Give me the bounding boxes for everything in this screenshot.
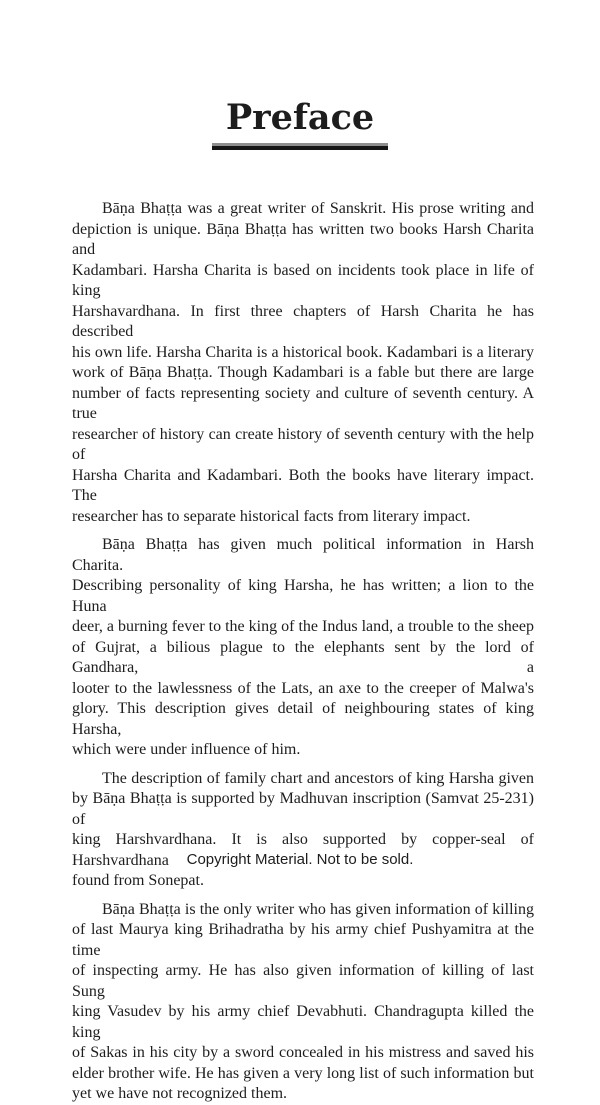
text-line: king Vasudev by his army chief Devabhuti. Chandragupta killed the king	[72, 1003, 534, 1041]
text-line: looter to the lawlessness of the Lats, an axe to the creeper of Malwa's	[72, 679, 534, 697]
copyright-notice: Copyright Material. Not to be sold.	[186, 851, 414, 868]
title-underline	[212, 143, 388, 150]
text-line: Describing personality of king Harsha, he has written; a lion to the Huna	[72, 577, 534, 615]
text-line: Kadambari. Harsha Charita is based on incidents took place in life of king	[72, 261, 534, 299]
text-line: his own life. Harsha Charita is a historical book. Kadambari is a literary	[72, 343, 534, 361]
text-line: Bāṇa Bhaṭṭa is the only writer who has given information of killing	[102, 900, 534, 918]
text-line: yet we have not recognized them.	[72, 1085, 288, 1102]
text-line: of Gujrat, a bilious plague to the elephants sent by the lord of Gandhara, a	[72, 638, 534, 676]
text-line: glory. This description gives detail of neighbouring states of king Harsha,	[72, 700, 534, 738]
text-line: of Sakas in his city by a sword concealed in his mistress and saved his	[72, 1044, 534, 1061]
text-line: Harshavardhana. In first three chapters of Harsh Charita he has described	[72, 302, 534, 340]
text-line: which were under influence of him.	[72, 741, 301, 758]
text-line: of last Maurya king Brihadratha by his army chief Pushyamitra at the time	[72, 921, 534, 959]
text-line: The description of family chart and ancestors of king Harsha given	[102, 769, 534, 787]
paragraph	[72, 900, 534, 1105]
text-line: found from Sonepat.	[72, 872, 204, 889]
text-line: by Bāṇa Bhaṭṭa is supported by Madhuvan inscription (Samvat 25-231) of	[72, 790, 534, 828]
preface-body	[72, 199, 534, 1105]
text-line: number of facts representing society and culture of seventh century. A true	[72, 384, 534, 422]
text-line: researcher has to separate historical facts from literary impact.	[72, 507, 471, 525]
text-line: of inspecting army. He has also given information of killing of last Sung	[72, 962, 534, 1000]
text-line: Bāṇa Bhaṭṭa was a great writer of Sanskrit. His prose writing and	[102, 200, 534, 217]
text-line: deer, a burning fever to the king of the Indus land, a trouble to the sheep	[72, 618, 534, 635]
paragraph	[72, 535, 534, 761]
text-line: king Harshvardhana. It is also supported by copper-seal of Harshvardhana	[72, 831, 534, 869]
title-underline-black-rule	[212, 146, 388, 150]
text-line: researcher of history can create history of seventh century with the help of	[72, 425, 534, 463]
text-line: work of Bāṇa Bhaṭṭa. Though Kadambari is a fable but there are large	[72, 364, 534, 381]
paragraph	[72, 199, 534, 527]
text-line: Harsha Charita and Kadambari. Both the books have literary impact. The	[72, 466, 534, 504]
page-title: Preface	[225, 97, 375, 138]
text-line: Bāṇa Bhaṭṭa has given much political information in Harsh Charita.	[72, 536, 534, 574]
text-line: elder brother wife. He has given a very long list of such information but	[72, 1064, 534, 1082]
paragraph	[72, 769, 534, 892]
text-line: depiction is unique. Bāṇa Bhaṭṭa has written two books Harsh Charita and	[72, 220, 534, 258]
